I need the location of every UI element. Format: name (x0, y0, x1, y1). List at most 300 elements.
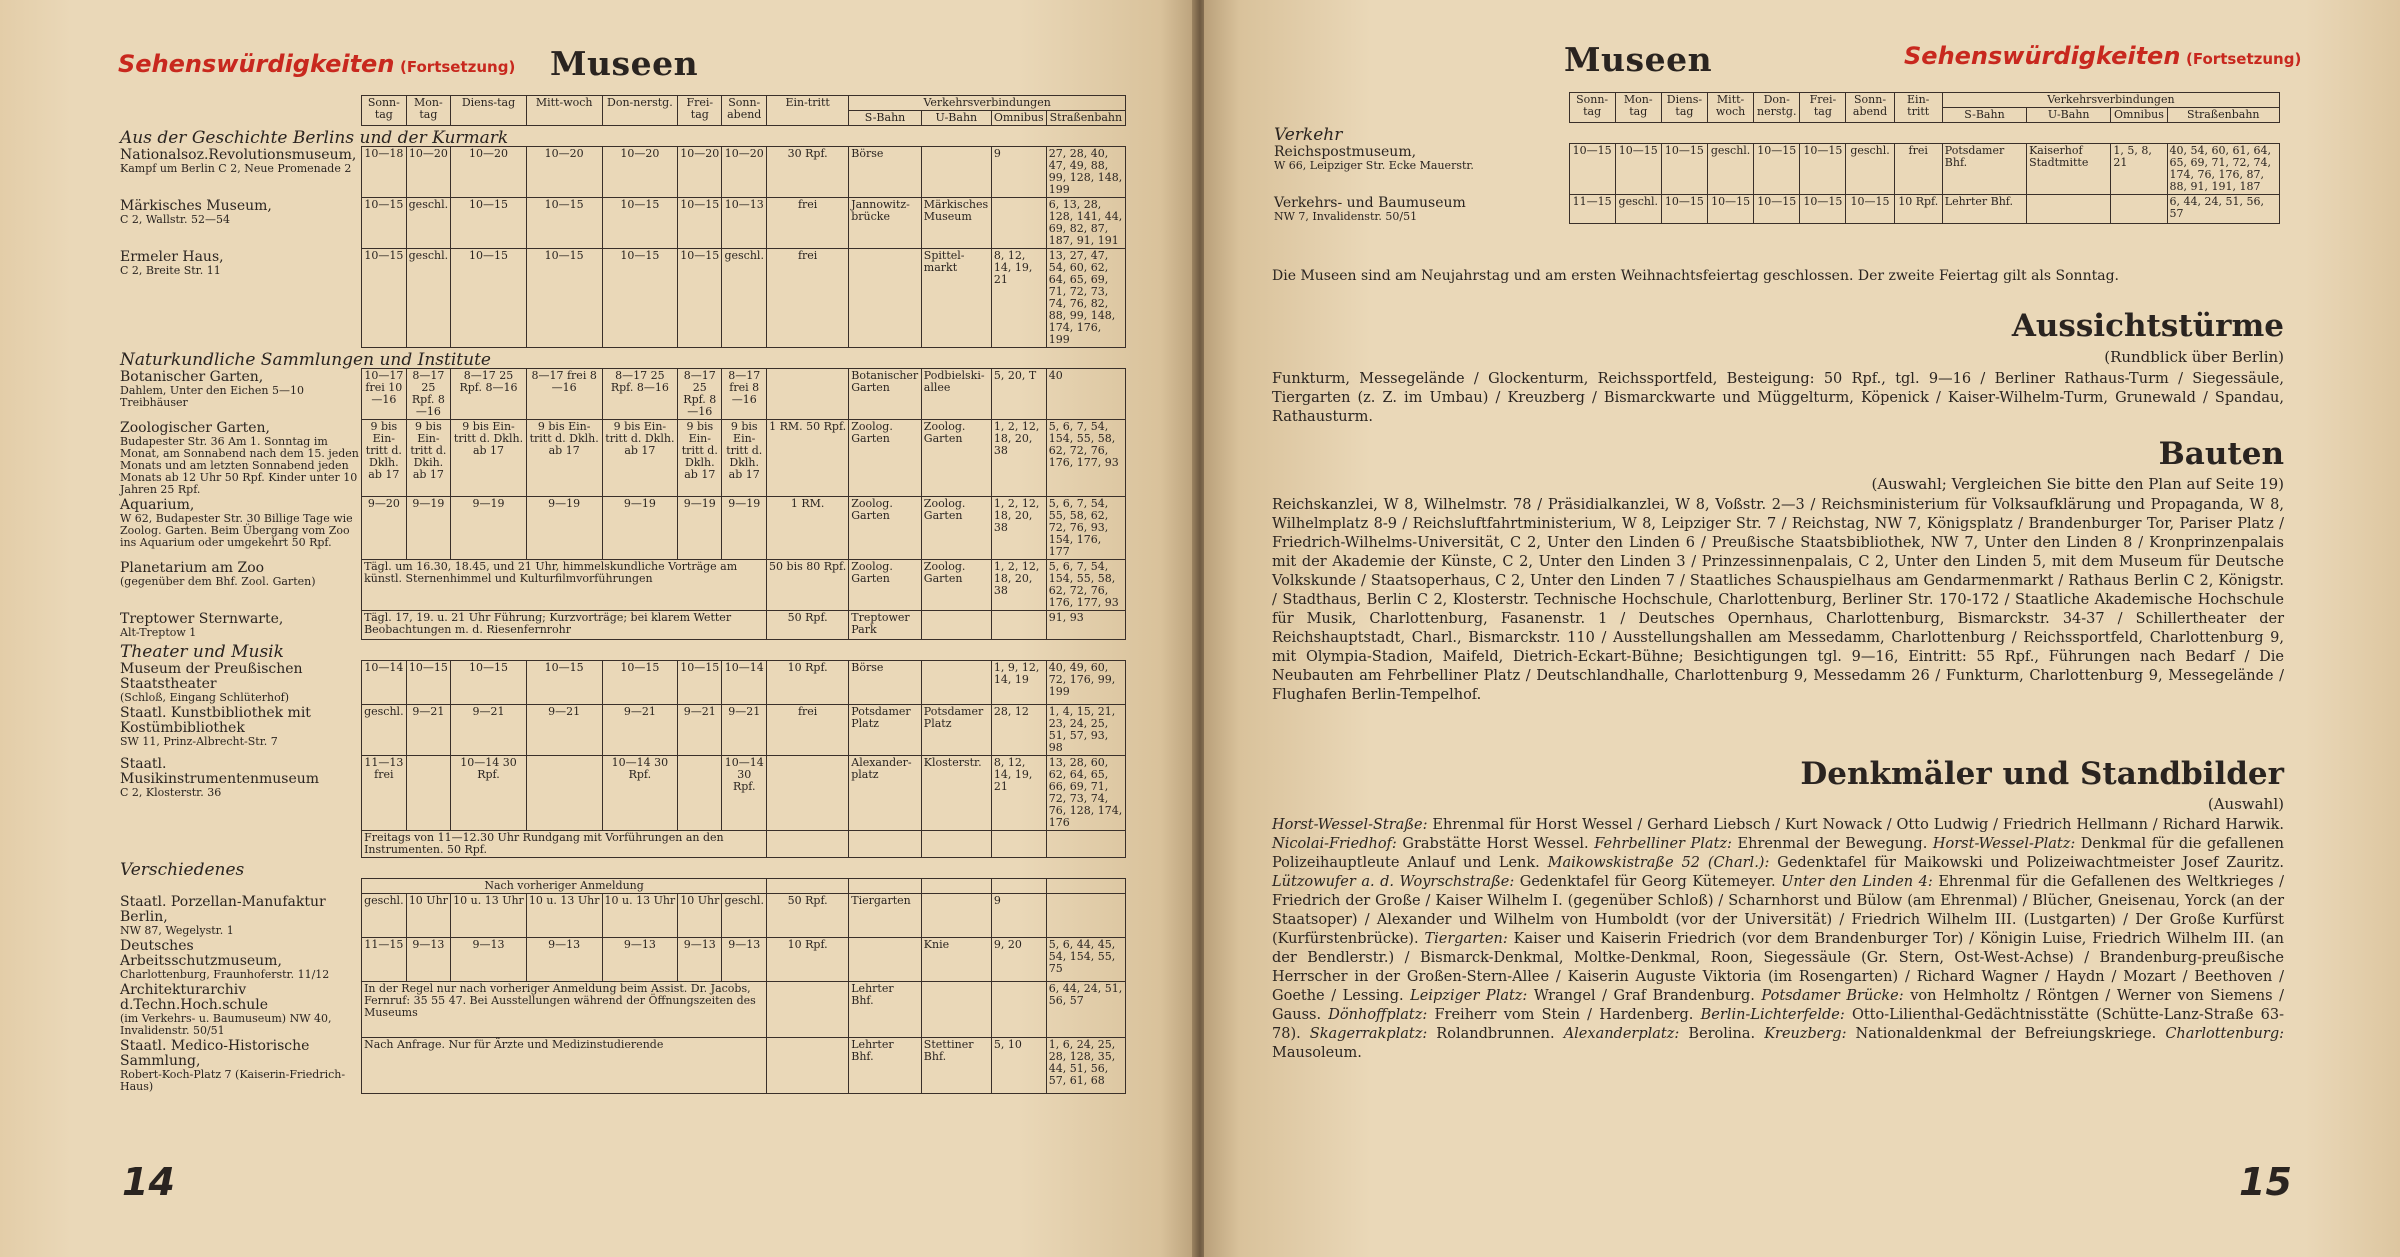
hours-cell: 10—20 (406, 147, 451, 198)
hours-cell: 11—15 (362, 938, 407, 982)
monument-list: Ehrenmal für die Gefallenen des Weltkrieges / Friedrich der Große / Kaiser Wilhelm I. (gegenüber Schloß) / Scharnhorst und Bülow (am Ehrenmal) / Blücher, Gneisenau, Yorck (an der Staatsoper) / Alexander und Wilhelm von Humboldt (vor der Universität) / Friedrich Wilhelm III. (Lustgarten) / Der Große Kurfürst (Kurfürstenbrücke). (1272, 874, 2284, 947)
museum-name-cell (118, 1038, 362, 1094)
bauten-subtitle: (Auswahl; Vergleichen Sie bitte den Plan auf Seite 19) (1871, 475, 2284, 493)
place-label: Potsdamer Brücke: (1761, 988, 1904, 1004)
right-col-0: Sonn-tag (1569, 93, 1615, 123)
right-verkehr-col-1: U-Bahn (2027, 108, 2111, 123)
museum-name-cell (118, 894, 362, 938)
right-col-4: Don-nerstg. (1754, 93, 1800, 123)
hours-cell: 9—21 (602, 705, 678, 756)
hours-cell: geschl. (406, 198, 451, 249)
hours-cell: 8—17 25 Rpf. 8—16 (406, 369, 451, 420)
entry-cell (767, 982, 849, 1038)
museum-name-cell (118, 611, 362, 640)
hours-cell: 10—15 (1754, 144, 1800, 195)
left-col-1: Mon-tag (406, 96, 451, 126)
museum-name: Staatl. Musikinstrumentenmuseum (120, 755, 320, 787)
museum-name: Aquarium, (120, 496, 195, 513)
right-col-5: Frei-tag (1800, 93, 1846, 123)
table-row (118, 982, 1126, 1038)
hours-cell: 10—15 (1754, 195, 1800, 224)
entry-cell: 1 RM. (767, 497, 849, 560)
museum-name-cell (1272, 144, 1569, 195)
left-page (0, 0, 1196, 1257)
entry-cell: 1 RM. 50 Rpf. (767, 420, 849, 497)
right-header-title: Museen (1564, 40, 1713, 79)
empty-cell (767, 879, 849, 894)
museum-name-cell (118, 982, 362, 1038)
left-col-6: Sonn-abend (722, 96, 767, 126)
left-museum-table (118, 95, 1126, 1094)
ubahn-cell: Stettiner Bhf. (921, 1038, 991, 1094)
spacer (118, 879, 362, 894)
place-label: Kreuzberg: (1764, 1026, 1847, 1042)
place-label: Skagerrakplatz: (1309, 1026, 1428, 1042)
omnibus-cell: 1, 2, 12, 18, 20, 38 (991, 497, 1046, 560)
left-col-3: Mitt-woch (526, 96, 602, 126)
museum-name-cell (118, 369, 362, 420)
left-page-number: 14 (122, 1160, 175, 1204)
table-row (118, 369, 1126, 420)
monument-list: von Helmholtz / Röntgen / Werner von Siemens / Gauss. (1272, 988, 2285, 1023)
left-head-blank (118, 96, 362, 126)
omnibus-cell: 1, 5, 8, 21 (2111, 144, 2167, 195)
hours-cell: 10—15 (451, 198, 527, 249)
monument-list: Gedenktafel für Maikowski und Polizeiwachtmeister Josef Zauritz. (1769, 855, 2284, 871)
table-row (118, 249, 1126, 348)
tram-cell: 6, 13, 28, 128, 141, 44, 69, 82, 87, 187, 91, 191 (1046, 198, 1125, 249)
hours-cell: 10 Uhr (678, 894, 722, 938)
left-header-title: Museen (550, 44, 699, 83)
hours-cell: 9 bis Ein-tritt d. Dklh. ab 17 (526, 420, 602, 497)
ubahn-cell (921, 982, 991, 1038)
place-label: Fehrbelliner Platz: (1594, 836, 1732, 852)
right-header-red-sub: (Fortsetzung) (2186, 50, 2302, 68)
table-row (118, 497, 1126, 560)
tram-cell: 40 (1046, 369, 1125, 420)
hours-cell: 9—13 (526, 938, 602, 982)
left-col-0: Sonn-tag (362, 96, 407, 126)
hours-cell: 10—14 (722, 661, 767, 705)
empty-cell (1046, 879, 1125, 894)
hours-cell: 10—15 (1708, 195, 1754, 224)
hours-cell: geschl. (722, 894, 767, 938)
hours-cell: 9—21 (406, 705, 451, 756)
museum-address: NW 87, Wegelystr. 1 (120, 923, 234, 937)
left-verkehr-col-3: Straßenbahn (1046, 111, 1125, 126)
right-verkehr-col-0: S-Bahn (1942, 108, 2026, 123)
omnibus-cell: 8, 12, 14, 19, 21 (991, 756, 1046, 831)
entry-cell: 10 Rpf. (767, 938, 849, 982)
hours-cell: 10 u. 13 Uhr (451, 894, 527, 938)
hours-cell: 10—15 (1661, 144, 1707, 195)
left-col-7: Ein-tritt (767, 96, 849, 126)
hours-cell (526, 756, 602, 831)
hours-cell: 8—17 frei 8—16 (722, 369, 767, 420)
tram-cell: 5, 6, 7, 54, 55, 58, 62, 72, 76, 93, 154, 176, 177 (1046, 497, 1125, 560)
museum-name-cell (118, 560, 362, 611)
sbahn-cell: Jannowitz-brücke (849, 198, 922, 249)
omnibus-cell (991, 982, 1046, 1038)
sbahn-cell: Lehrter Bhf. (849, 1038, 922, 1094)
museum-address: Alt-Treptow 1 (120, 625, 197, 639)
museum-address: Dahlem, Unter den Eichen 5—10 Treibhäuser (120, 383, 304, 409)
monument-list: Gedenktafel für Georg Kütemeyer. (1514, 874, 1782, 890)
omnibus-cell (991, 611, 1046, 640)
place-label: Horst-Wessel-Platz: (1932, 836, 2076, 852)
sbahn-cell: Treptower Park (849, 611, 922, 640)
tram-cell: 40, 49, 60, 72, 176, 99, 199 (1046, 661, 1125, 705)
museum-name: Planetarium am Zoo (120, 559, 265, 576)
omnibus-cell: 28, 12 (991, 705, 1046, 756)
omnibus-cell (991, 198, 1046, 249)
hours-cell: 9 bis Ein-tritt d. Dklh. ab 17 (451, 420, 527, 497)
ubahn-cell: Klosterstr. (921, 756, 991, 831)
hours-cell: 9 bis Ein-tritt d. Dkih. ab 17 (406, 420, 451, 497)
spacer (118, 831, 362, 858)
hours-cell: 10—15 (602, 249, 678, 348)
ubahn-cell: Potsdamer Platz (921, 705, 991, 756)
left-col-4: Don-nerstg. (602, 96, 678, 126)
museum-name-cell (1272, 195, 1569, 224)
ubahn-cell: Märkisches Museum (921, 198, 991, 249)
omnibus-cell (2111, 195, 2167, 224)
sbahn-cell: Lehrter Bhf. (1942, 195, 2026, 224)
ubahn-cell (2027, 195, 2111, 224)
hours-cell: 10—15 (1800, 195, 1846, 224)
museum-address: C 2, Klosterstr. 36 (120, 785, 222, 799)
left-verkehr-head: Verkehrsverbindungen (849, 96, 1126, 111)
section-row (118, 858, 1126, 879)
bauten-text: Reichskanzlei, W 8, Wilhelmstr. 78 / Präsidialkanzlei, W 8, Voßstr. 2—3 / Reichsministerium für Volksaufklärung und Propaganda, W 8, Wilhelmplatz 8-9 / Reichsluftfahrtministerium, W 8, Leipziger Str. 7 / Reichstag, NW 7, Königsplatz / Brandenburger Tor, Pariser Platz / Friedrich-Wilhelms-Universität, C 2, Unter den Linden 6 / Preußische Staatsbibliothek, NW 7, Unter den Linden 8 / Kronprinzenpalais mit der Akademie der Künste, C 2, Unter den Linden 3 / Prinzessinnenpalais, C 2, Unter den Linden 5, mit dem Museum für Deutsche Volkskunde / Staatsoperhaus, C 2, Unter den Linden 7 / Staatliches Schauspielhaus am Gendarmenmarkt / Rathaus Berlin C 2, Königstr. / Stadthaus, Berlin C 2, Klosterstr. Technische Hochschule, Charlottenburg, Berliner Str. 170-172 / Staatliche Akademische Hochschule für Musik, Charlottenburg, Fasanenstr. 1 / Deutsches Opernhaus, Charlottenburg, Bismarckstr. 34-37 / Schillertheater der Reichshauptstadt, Charl., Bismarckstr. 110 / Ausstellungshallen am Messedamm, Charlottenburg / Reichssportfeld, Charlottenburg 9, mit Olympia-Stadion, Maifeld, Dietrich-Eckart-Bühne; Besichtigungen tgl. 9—16, Eintritt: 55 Rpf., Führungen nach Bedarf / Die Neubauten am Fehrbelliner Platz / Deutschlandhalle, Charlottenburg 9, Messedamm 26 / Funkturm, Charlottenburg 9, Messegelände / Flughafen Berlin-Tempelhof. (1272, 497, 2284, 703)
monument-list: Nationaldenkmal der Befreiungskriege. (1846, 1026, 2166, 1042)
section-title: Verschiedenes (120, 860, 245, 880)
museum-name-cell (118, 249, 362, 348)
museum-address: C 2, Wallstr. 52—54 (120, 212, 230, 226)
museum-name-cell (118, 420, 362, 497)
table-row (118, 894, 1126, 938)
opening-note: Tägl. 17, 19. u. 21 Uhr Führung; Kurzvorträge; bei klarem Wetter Beobachtungen m. d. Riesenfernrohr (362, 611, 767, 640)
omnibus-cell: 1, 2, 12, 18, 20, 38 (991, 420, 1046, 497)
museum-name: Architekturarchiv d.Techn.Hoch.schule (120, 981, 269, 1013)
hours-cell: 10—14 30 Rpf. (602, 756, 678, 831)
hours-cell: 10—20 (602, 147, 678, 198)
hours-cell: 9—19 (602, 497, 678, 560)
table-row (118, 147, 1126, 198)
empty-cell (1046, 831, 1125, 858)
omnibus-cell: 9, 20 (991, 938, 1046, 982)
section-title: Aus der Geschichte Berlins und der Kurmark (120, 128, 509, 148)
tram-cell: 1, 4, 15, 21, 23, 24, 25, 51, 57, 93, 98 (1046, 705, 1125, 756)
hours-cell: 10—15 (362, 249, 407, 348)
hours-cell: 9—19 (722, 497, 767, 560)
table-row (118, 198, 1126, 249)
hours-cell: 9—21 (678, 705, 722, 756)
section-row (118, 640, 1126, 661)
museum-address: (im Verkehrs- u. Baumuseum) NW 40, Invalidenstr. 50/51 (120, 1011, 332, 1037)
hours-cell: 9—21 (722, 705, 767, 756)
empty-cell (991, 831, 1046, 858)
hours-cell: 9—13 (602, 938, 678, 982)
tram-cell: 5, 6, 44, 45, 54, 154, 55, 75 (1046, 938, 1125, 982)
section-row (118, 348, 1126, 369)
place-label: Charlottenburg: (2165, 1026, 2284, 1042)
hours-cell: 10—15 (526, 249, 602, 348)
hours-cell (406, 756, 451, 831)
extra-note: Freitags von 11—12.30 Uhr Rundgang mit Vorführungen an den Instrumenten. 50 Rpf. (362, 831, 767, 858)
monument-list: Ehrenmal der Bewegung. (1731, 836, 1933, 852)
entry-cell: 10 Rpf. (767, 661, 849, 705)
sbahn-cell: Alexander-platz (849, 756, 922, 831)
omnibus-cell: 1, 2, 12, 18, 20, 38 (991, 560, 1046, 611)
hours-cell: 10—15 (1569, 144, 1615, 195)
sbahn-cell: Börse (849, 147, 922, 198)
hours-cell: 9—19 (678, 497, 722, 560)
table-row (118, 1038, 1126, 1094)
aussicht-subtitle: (Rundblick über Berlin) (2104, 348, 2284, 366)
hours-cell: 10—14 (362, 661, 407, 705)
entry-cell: frei (1894, 144, 1942, 195)
hours-cell: 9—19 (526, 497, 602, 560)
table-row (118, 938, 1126, 982)
monument-list: Berolina. (1679, 1026, 1765, 1042)
table-row-note (118, 879, 1126, 894)
museum-name: Reichspostmuseum, (1274, 143, 1417, 160)
monument-list: Grabstätte Horst Wessel. (1396, 836, 1595, 852)
table-row (118, 420, 1126, 497)
hours-cell: 10—15 (602, 661, 678, 705)
right-head-blank (1272, 93, 1569, 123)
ubahn-cell (921, 147, 991, 198)
opening-note: Tägl. um 16.30, 18.45, und 21 Uhr, himmelskundliche Vorträge am künstl. Sternenhimmel und Kulturfilmvorführungen (362, 560, 767, 611)
monument-list: Kaiser und Kaiserin Friedrich (vor dem Brandenburger Tor) / Königin Luise, Friedrich Wilhelm III. (an der Bendlerstr.) / Bismarck-Denkmal, Moltke-Denkmal, Roon, Siegessäule (Gr. Stern, Ost-West-Achse) / Brandenburg-preußische Herrscher in der Großen-Stern-Allee / Kaiserin Auguste Viktoria (im Rosengarten) / Richard Wagner / Haydn / Mozart / Beethoven / Goethe / Lessing. (1272, 931, 2284, 1004)
denkmaeler-subtitle: (Auswahl) (2207, 795, 2284, 813)
sbahn-cell: Potsdamer Platz (849, 705, 922, 756)
museum-name: Märkisches Museum, (120, 197, 272, 214)
section-title: Naturkundliche Sammlungen und Institute (120, 350, 491, 370)
omnibus-cell: 5, 10 (991, 1038, 1046, 1094)
museum-address: Robert-Koch-Platz 7 (Kaiserin-Friedrich-Haus) (120, 1067, 346, 1093)
hours-cell: 10—15 (602, 198, 678, 249)
denkmaeler-text (1272, 816, 2284, 1063)
museum-name-cell (118, 705, 362, 756)
museum-name: Staatl. Kunstbibliothek mit Kostümbibliothek (120, 704, 311, 736)
left-verkehr-col-1: U-Bahn (921, 111, 991, 126)
museum-name-cell (118, 147, 362, 198)
museum-name: Zoologischer Garten, (120, 419, 271, 436)
aussicht-title: Aussichtstürme (2011, 308, 2284, 344)
hours-cell: 10—20 (722, 147, 767, 198)
hours-cell: geschl. (1708, 144, 1754, 195)
museum-name-cell (118, 756, 362, 831)
hours-cell: geschl. (722, 249, 767, 348)
right-page-number: 15 (2239, 1160, 2292, 1204)
museum-name: Verkehrs- und Baumuseum (1274, 194, 1466, 211)
museum-name-cell (118, 938, 362, 982)
sbahn-cell: Tiergarten (849, 894, 922, 938)
hours-cell: 9—19 (406, 497, 451, 560)
sbahn-cell: Botanischer Garten (849, 369, 922, 420)
ubahn-cell: Knie (921, 938, 991, 982)
hours-cell: 10—15 (1800, 144, 1846, 195)
hours-cell: 9—21 (451, 705, 527, 756)
hours-cell: geschl. (1846, 144, 1894, 195)
museum-address: SW 11, Prinz-Albrecht-Str. 7 (120, 734, 278, 748)
entry-cell: 50 bis 80 Rpf. (767, 560, 849, 611)
ubahn-cell: Podbielski-allee (921, 369, 991, 420)
hours-cell: 10—20 (678, 147, 722, 198)
tram-cell: 13, 28, 60, 62, 64, 65, 66, 69, 71, 72, 73, 74, 76, 128, 174, 176 (1046, 756, 1125, 831)
museum-address: W 66, Leipziger Str. Ecke Mauerstr. (1274, 158, 1474, 172)
hours-cell: 10—15 (526, 661, 602, 705)
opening-note: In der Regel nur nach vorheriger Anmeldung beim Assist. Dr. Jacobs, Fernruf: 35 55 47. Bei Ausstellungen während der Öffnungszeiten des Museums (362, 982, 767, 1038)
ubahn-cell: Spittel-markt (921, 249, 991, 348)
hours-cell: 10—15 (678, 198, 722, 249)
tram-cell: 6, 44, 24, 51, 56, 57 (1046, 982, 1125, 1038)
hours-cell: 10 Uhr (406, 894, 451, 938)
right-col-1: Mon-tag (1615, 93, 1661, 123)
hours-cell: 10—15 (451, 661, 527, 705)
hours-cell: geschl. (406, 249, 451, 348)
hours-cell: 10—15 (362, 198, 407, 249)
hours-cell: 8—17 25 Rpf. 8—16 (451, 369, 527, 420)
hours-cell: 8—17 25 Rpf. 8—16 (678, 369, 722, 420)
tram-cell: 5, 6, 7, 54, 154, 55, 58, 62, 72, 76, 176, 177, 93 (1046, 560, 1125, 611)
ubahn-cell (921, 661, 991, 705)
left-header-red-title: Sehenswürdigkeiten (118, 50, 395, 78)
place-label: Horst-Wessel-Straße: (1272, 817, 1428, 833)
sbahn-cell: Zoolog. Garten (849, 560, 922, 611)
sbahn-cell (849, 249, 922, 348)
hours-cell: 9 bis Ein-tritt d. Dklh. ab 17 (722, 420, 767, 497)
sbahn-cell: Zoolog. Garten (849, 497, 922, 560)
hours-cell: 10—15 (1615, 144, 1661, 195)
museum-name: Staatl. Medico-Historische Sammlung, (120, 1037, 310, 1069)
hours-cell: 10—18 (362, 147, 407, 198)
right-verkehr-col-2: Omnibus (2111, 108, 2167, 123)
left-col-5: Frei-tag (678, 96, 722, 126)
hours-cell: 8—17 frei 8—16 (526, 369, 602, 420)
table-row (118, 661, 1126, 705)
museum-name: Botanischer Garten, (120, 368, 264, 385)
museum-address: Kampf um Berlin C 2, Neue Promenade 2 (120, 161, 352, 175)
tram-cell: 6, 44, 24, 51, 56, 57 (2167, 195, 2279, 224)
table-row (118, 705, 1126, 756)
hours-cell: geschl. (362, 705, 407, 756)
museum-name: Treptower Sternwarte, (120, 610, 284, 627)
omnibus-cell: 8, 12, 14, 19, 21 (991, 249, 1046, 348)
hours-cell: 10—15 (1846, 195, 1894, 224)
opening-note: Nach Anfrage. Nur für Ärzte und Medizinstudierende (362, 1038, 767, 1094)
place-label: Leipziger Platz: (1410, 988, 1528, 1004)
monument-list: Wrangel / Graf Brandenburg. (1527, 988, 1762, 1004)
entry-cell (767, 756, 849, 831)
tram-cell: 1, 6, 24, 25, 28, 128, 35, 44, 51, 56, 57, 61, 68 (1046, 1038, 1125, 1094)
table-row (118, 611, 1126, 640)
entry-cell: frei (767, 705, 849, 756)
tram-cell: 40, 54, 60, 61, 64, 65, 69, 71, 72, 74, 174, 76, 176, 87, 88, 91, 191, 187 (2167, 144, 2279, 195)
hours-cell: 9—20 (362, 497, 407, 560)
right-header-red (1904, 42, 2301, 70)
tram-cell (1046, 894, 1125, 938)
tram-cell: 13, 27, 47, 54, 60, 62, 64, 65, 69, 71, 72, 73, 74, 76, 82, 88, 99, 148, 174, 176, 199 (1046, 249, 1125, 348)
museum-name-cell (118, 198, 362, 249)
museum-name: Ermeler Haus, (120, 248, 224, 265)
museum-address: W 62, Budapester Str. 30 Billige Tage wie Zoolog. Garten. Beim Übergang vom Zoo ins Aquarium oder umgekehrt 50 Rpf. (120, 511, 353, 549)
right-col-7: Ein-tritt (1894, 93, 1942, 123)
hours-cell: 9—19 (451, 497, 527, 560)
museum-name: Deutsches Arbeitsschutzmuseum, (120, 937, 282, 969)
hours-cell: 10—14 30 Rpf. (722, 756, 767, 831)
entry-cell: frei (767, 198, 849, 249)
monument-list: Mausoleum. (1272, 1045, 1362, 1061)
monument-list: Rolandbrunnen. (1427, 1026, 1564, 1042)
hours-cell: 11—15 (1569, 195, 1615, 224)
hours-cell: 10—14 30 Rpf. (451, 756, 527, 831)
ubahn-cell: Zoolog. Garten (921, 497, 991, 560)
sbahn-cell: Börse (849, 661, 922, 705)
table-row (118, 756, 1126, 831)
right-verkehr-head: Verkehrsverbindungen (1942, 93, 2279, 108)
place-label: Lützowufer a. d. Woyrschstraße: (1272, 874, 1515, 890)
hours-cell: 9—21 (526, 705, 602, 756)
hours-cell: 10—15 (526, 198, 602, 249)
museum-address: Charlottenburg, Fraunhoferstr. 11/12 (120, 967, 330, 981)
sbahn-cell: Zoolog. Garten (849, 420, 922, 497)
empty-cell (991, 879, 1046, 894)
omnibus-cell: 9 (991, 147, 1046, 198)
museum-name: Nationalsoz.Revolutionsmuseum, (120, 146, 357, 163)
ubahn-cell (921, 894, 991, 938)
monument-list: Ehrenmal für Horst Wessel / Gerhard Liebsch / Kurt Nowack / Otto Ludwig / Friedrich Hellmann / Richard Harwik. (1427, 817, 2284, 833)
entry-cell: frei (767, 249, 849, 348)
ubahn-cell: Zoolog. Garten (921, 420, 991, 497)
left-verkehr-col-0: S-Bahn (849, 111, 922, 126)
hours-cell: 9 bis Ein-tritt d. Dklh. ab 17 (362, 420, 407, 497)
place-label: Tiergarten: (1424, 931, 1508, 947)
right-col-6: Sonn-abend (1846, 93, 1894, 123)
empty-cell (849, 879, 922, 894)
ubahn-cell (921, 611, 991, 640)
ubahn-cell: Kaiserhof Stadtmitte (2027, 144, 2111, 195)
hours-cell: 9—13 (722, 938, 767, 982)
hours-cell: 10—15 (1661, 195, 1707, 224)
tram-cell: 5, 6, 7, 54, 154, 55, 58, 62, 72, 76, 176, 177, 93 (1046, 420, 1125, 497)
entry-cell: 50 Rpf. (767, 894, 849, 938)
hours-cell: 10—20 (451, 147, 527, 198)
museum-address: (Schloß, Eingang Schlüterhof) (120, 690, 290, 704)
museum-name: Museum der Preußischen Staatstheater (120, 660, 303, 692)
tram-cell: 27, 28, 40, 47, 49, 88, 99, 128, 148, 199 (1046, 147, 1125, 198)
empty-cell (921, 879, 991, 894)
place-label: Nicolai-Friedhof: (1272, 836, 1397, 852)
hours-cell: 8—17 25 Rpf. 8—16 (602, 369, 678, 420)
table-row (1272, 144, 2280, 195)
entry-cell (767, 369, 849, 420)
museum-name-cell (118, 661, 362, 705)
left-header-red-sub: (Fortsetzung) (400, 58, 516, 76)
section-title: Theater und Musik (120, 642, 284, 662)
place-label: Unter den Linden 4: (1781, 874, 1933, 890)
table-row-extra (118, 831, 1126, 858)
prior-registration-note: Nach vorheriger Anmeldung (362, 879, 767, 894)
empty-cell (767, 831, 849, 858)
right-col-2: Diens-tag (1661, 93, 1707, 123)
sbahn-cell (849, 938, 922, 982)
omnibus-cell: 1, 9, 12, 14, 19 (991, 661, 1046, 705)
tram-cell: 91, 93 (1046, 611, 1125, 640)
denkmaeler-title: Denkmäler und Standbilder (1800, 756, 2284, 792)
